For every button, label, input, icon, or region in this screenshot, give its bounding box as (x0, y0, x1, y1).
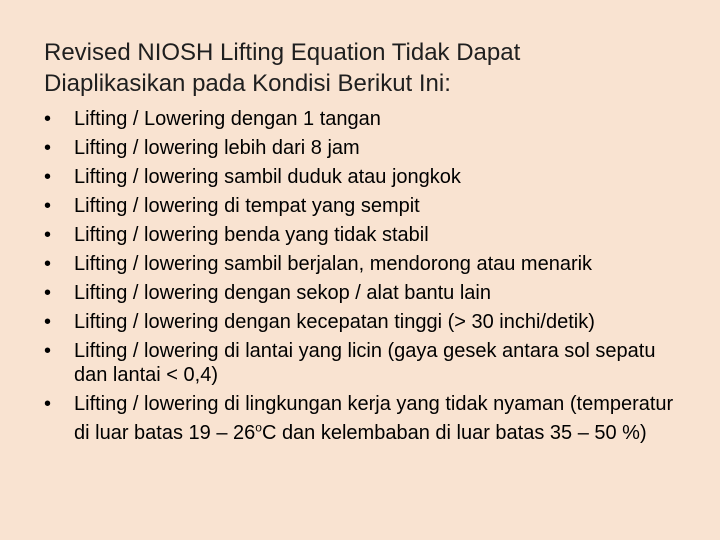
slide-title (44, 37, 684, 99)
list-item (44, 137, 684, 161)
list-item-text: Lifting / Lowering dengan 1 tangan (74, 108, 381, 130)
bullet-icon: • (44, 253, 52, 275)
bullet-icon: • (44, 282, 52, 304)
bullet-icon: • (44, 392, 52, 415)
list-item-text: Lifting / lowering dengan sekop / alat bantu lain (74, 282, 491, 304)
bullet-icon: • (44, 340, 52, 362)
bullet-icon: • (44, 224, 52, 246)
list-item (44, 195, 684, 219)
list-item-text: Lifting / lowering sambil duduk atau jongkok (74, 166, 461, 188)
list-item (44, 166, 684, 190)
list-item (44, 393, 684, 446)
list-item (44, 253, 684, 277)
bullet-icon: • (44, 311, 52, 333)
list-item-text-part: Lifting / lowering di lingkungan kerja yang tidak nyaman (temperatur di luar batas 19 – 26 (74, 392, 674, 444)
slide-title-line-1: Revised NIOSH Lifting Equation Tidak Dapat (44, 39, 521, 66)
list-item-text: Lifting / lowering benda yang tidak stabil (74, 224, 429, 246)
list-item-text: Lifting / lowering dengan kecepatan tinggi (> 30 inchi/detik) (74, 311, 595, 333)
list-item (44, 282, 684, 306)
list-item-text: Lifting / lowering di tempat yang sempit (74, 195, 420, 217)
list-item-text-part: C dan kelembaban di luar batas 35 – 50 %) (261, 421, 647, 444)
slide-title-line-2: Diaplikasikan pada Kondisi Berikut Ini: (44, 70, 451, 97)
degree-superscript: o (255, 420, 262, 434)
bullet-icon: • (44, 108, 52, 130)
bullet-icon: • (44, 195, 52, 217)
list-item-text (74, 393, 673, 444)
list-item (44, 340, 684, 387)
bullet-list (44, 108, 684, 451)
list-item (44, 224, 684, 248)
list-item-text: Lifting / lowering di lantai yang licin (gaya gesek antara sol sepatu dan lantai < 0,4) (74, 340, 656, 386)
bullet-icon: • (44, 166, 52, 188)
list-item-text: Lifting / lowering sambil berjalan, mendorong atau menarik (74, 253, 593, 275)
bullet-icon: • (44, 137, 52, 159)
list-item (44, 311, 684, 335)
list-item (44, 108, 684, 132)
list-item-text: Lifting / lowering lebih dari 8 jam (74, 137, 360, 159)
